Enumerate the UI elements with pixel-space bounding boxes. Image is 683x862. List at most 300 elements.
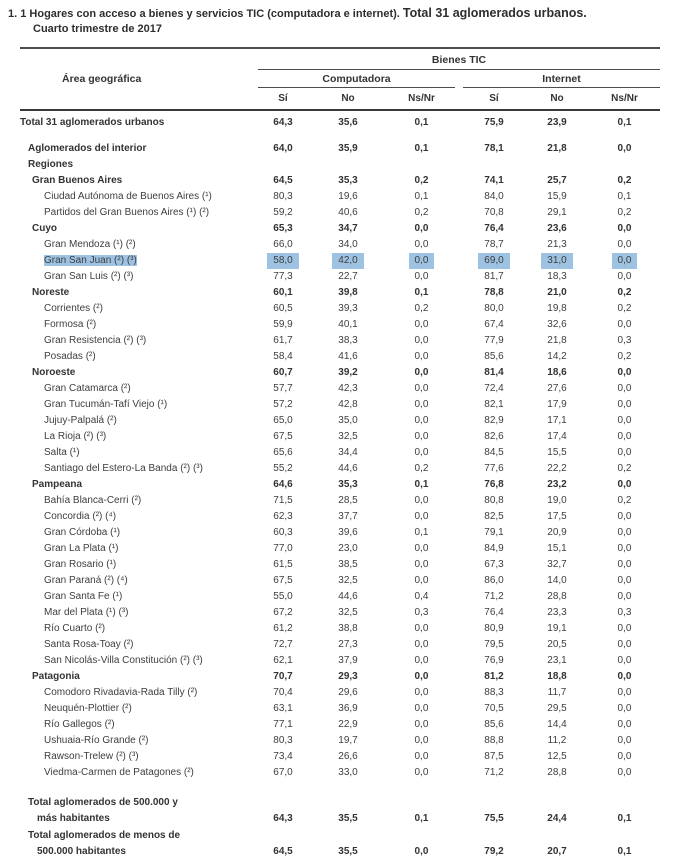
cell-value: 0,3: [617, 607, 632, 618]
cell-value: 0,0: [414, 687, 429, 698]
cell-value: 29,5: [547, 703, 567, 714]
cell-value: 0,0: [617, 319, 632, 330]
table-row: [20, 349, 660, 365]
cell-value: 70,4: [273, 687, 293, 698]
cell-value: 0,0: [414, 703, 429, 714]
row-label: Formosa (²): [44, 319, 97, 330]
cell-value: 17,4: [547, 431, 567, 442]
cell-value: 78,8: [484, 287, 504, 298]
column-header-area-geografica: Área geográfica: [62, 73, 142, 85]
cell-value: 70,5: [484, 703, 504, 714]
cell-value: 78,7: [484, 239, 504, 250]
cell-value: 42,8: [338, 399, 358, 410]
column-gap: [455, 637, 463, 653]
cell-value: 64,3: [273, 813, 293, 824]
cell-value: 18,6: [547, 367, 567, 378]
cell-value: 82,5: [484, 511, 504, 522]
cell-value: 33,0: [338, 767, 358, 778]
cell-value: 73,4: [273, 751, 293, 762]
cell-value: 0,0: [414, 735, 429, 746]
cell-value: 67,0: [273, 767, 293, 778]
statistics-table: [20, 47, 660, 862]
row-label: Corrientes (²): [44, 303, 103, 314]
cell-value: 70,7: [273, 671, 293, 682]
cell-value: 42,3: [338, 383, 358, 394]
row-label: Gran Rosario (¹): [44, 559, 117, 570]
selection-highlight: 58,0: [267, 253, 298, 269]
cell-value: 14,2: [547, 351, 567, 362]
cell-value: 60,1: [273, 287, 293, 298]
cell-value: 0,0: [414, 767, 429, 778]
row-label: Neuquén-Plottier (²): [44, 703, 132, 714]
row-label: Santa Rosa-Toay (²): [44, 639, 134, 650]
cell-value: 38,3: [338, 335, 358, 346]
cell-value: 37,9: [338, 655, 358, 666]
column-gap: [455, 173, 463, 189]
cell-value: [589, 253, 660, 269]
cell-value: 27,6: [547, 383, 567, 394]
column-gap: [455, 115, 463, 131]
cell-value: 77,6: [484, 463, 504, 474]
group-computadora: [258, 70, 455, 88]
row-label: Noroeste: [32, 367, 76, 378]
cell-value: 67,4: [484, 319, 504, 330]
row-label: Partidos del Gran Buenos Aires (¹) (²): [44, 207, 210, 218]
cell-value: 15,9: [547, 191, 567, 202]
group-internet: [463, 70, 660, 88]
cell-value: 0,1: [414, 143, 429, 154]
cell-value: 88,8: [484, 735, 504, 746]
table-row: [20, 173, 660, 189]
col-header-computadora-no: No: [341, 93, 355, 104]
cell-value: [463, 157, 525, 173]
table-row: [20, 557, 660, 573]
column-gap: [455, 189, 463, 205]
cell-value: 0,0: [414, 575, 429, 586]
cell-value: 14,0: [547, 575, 567, 586]
table-title: [8, 6, 678, 37]
cell-value: 0,0: [617, 431, 632, 442]
cell-value: 62,1: [273, 655, 293, 666]
table-row: [20, 285, 660, 301]
cell-value: 25,7: [547, 175, 567, 186]
row-label: Mar del Plata (¹) (³): [44, 607, 129, 618]
column-gap: [455, 365, 463, 381]
cell-value: 55,0: [273, 591, 293, 602]
cell-value: 27,3: [338, 639, 358, 650]
cell-value: 12,5: [547, 751, 567, 762]
column-gap: [455, 269, 463, 285]
column-gap: [455, 749, 463, 765]
column-gap: [455, 461, 463, 477]
table-row: [20, 685, 660, 701]
cell-value: 77,0: [273, 543, 293, 554]
cell-value: 44,6: [338, 463, 358, 474]
cell-value: 62,3: [273, 511, 293, 522]
cell-value: 0,0: [414, 511, 429, 522]
cell-value: 40,1: [338, 319, 358, 330]
cell-value: 0,0: [414, 415, 429, 426]
cell-value: 67,5: [273, 575, 293, 586]
cell-value: 23,0: [338, 543, 358, 554]
row-label: Cuyo: [32, 223, 57, 234]
cell-value: 64,3: [273, 117, 293, 128]
cell-value: 39,3: [338, 303, 358, 314]
cell-value: 39,8: [338, 287, 358, 298]
cell-value: 0,1: [414, 287, 429, 298]
cell-value: 74,1: [484, 175, 504, 186]
cell-value: 0,0: [617, 511, 632, 522]
column-gap: [455, 429, 463, 445]
row-label: Rawson-Trelew (²) (³): [44, 751, 139, 762]
cell-value: 34,4: [338, 447, 358, 458]
cell-value: 82,9: [484, 415, 504, 426]
cell-value: 0,2: [617, 287, 632, 298]
cell-value: 0,0: [617, 383, 632, 394]
cell-value: 72,7: [273, 639, 293, 650]
cell-value: 80,9: [484, 623, 504, 634]
cell-value: 17,9: [547, 399, 567, 410]
cell-value: 0,0: [414, 671, 429, 682]
cell-value: 78,1: [484, 143, 504, 154]
table-row: [20, 827, 660, 860]
cell-value: 66,0: [273, 239, 293, 250]
cell-value: 0,0: [617, 399, 632, 410]
cell-value: 0,0: [617, 639, 632, 650]
cell-value: 81,4: [484, 367, 504, 378]
group-header-bienes-tic: Bienes TIC: [258, 49, 660, 70]
column-gap: [455, 141, 463, 157]
cell-value: 0,0: [617, 367, 632, 378]
cell-value: 57,7: [273, 383, 293, 394]
cell-value: 0,0: [617, 527, 632, 538]
cell-value: 32,6: [547, 319, 567, 330]
cell-value: 0,0: [617, 543, 632, 554]
cell-value: 0,1: [414, 479, 429, 490]
cell-value: 18,8: [547, 671, 567, 682]
column-gap: [455, 685, 463, 701]
cell-value: 77,1: [273, 719, 293, 730]
cell-value: 19,0: [547, 495, 567, 506]
cell-value: [525, 157, 589, 173]
cell-value: 79,1: [484, 527, 504, 538]
cell-value: 15,1: [547, 543, 567, 554]
cell-value: 79,5: [484, 639, 504, 650]
table-row: [20, 525, 660, 541]
cell-value: 32,5: [338, 575, 358, 586]
table-row: [20, 589, 660, 605]
table-row: [20, 115, 660, 131]
cell-value: 22,2: [547, 463, 567, 474]
cell-value: 21,3: [547, 239, 567, 250]
cell-value: 0,0: [617, 479, 632, 490]
cell-value: 37,7: [338, 511, 358, 522]
cell-value: 19,1: [547, 623, 567, 634]
cell-value: 21,8: [547, 335, 567, 346]
table-row: [20, 653, 660, 669]
col-header-internet-si: Sí: [489, 93, 499, 104]
cell-value: 26,6: [338, 751, 358, 762]
rule-under-internet: [463, 87, 660, 88]
cell-value: 29,6: [338, 687, 358, 698]
column-gap: [455, 605, 463, 621]
table-row: [20, 794, 660, 827]
column-gap: [455, 445, 463, 461]
cell-value: 32,5: [338, 607, 358, 618]
row-label: [20, 253, 258, 269]
cell-value: 76,4: [484, 223, 504, 234]
selection-highlight: 69,0: [478, 253, 509, 269]
row-label: Posadas (²): [44, 351, 96, 362]
cell-value: 0,0: [617, 271, 632, 282]
table-row: [20, 157, 660, 173]
table-row: [20, 541, 660, 557]
cell-value: 79,2: [484, 846, 504, 857]
row-label: Total aglomerados de 500.000 y más habitantes: [28, 797, 178, 824]
row-label: Gran Tucumán-Tafí Viejo (¹): [44, 399, 168, 410]
table-row: [20, 461, 660, 477]
cell-value: 65,3: [273, 223, 293, 234]
cell-value: 0,1: [617, 191, 632, 202]
cell-value: 0,0: [414, 846, 429, 857]
cell-value: 34,0: [338, 239, 358, 250]
cell-value: 88,3: [484, 687, 504, 698]
table-row: [20, 317, 660, 333]
column-gap: [455, 669, 463, 685]
cell-value: 22,7: [338, 271, 358, 282]
cell-value: 0,2: [617, 351, 632, 362]
cell-value: 11,7: [547, 687, 567, 698]
table-row: [20, 493, 660, 509]
cell-value: 70,8: [484, 207, 504, 218]
cell-value: 0,0: [617, 767, 632, 778]
cell-value: [388, 253, 455, 269]
table-row: [20, 237, 660, 253]
cell-value: 0,0: [414, 559, 429, 570]
selection-highlight: 42,0: [332, 253, 363, 269]
column-gap: [455, 701, 463, 717]
cell-value: 60,3: [273, 527, 293, 538]
row-label: Gran Paraná (²) (⁴): [44, 575, 128, 586]
table-row: [20, 717, 660, 733]
column-gap: [455, 381, 463, 397]
cell-value: 28,5: [338, 495, 358, 506]
cell-value: 21,8: [547, 143, 567, 154]
column-gap: [455, 653, 463, 669]
column-gap: [455, 509, 463, 525]
cell-value: 20,5: [547, 639, 567, 650]
table-row: [20, 253, 660, 269]
row-label: Regiones: [28, 159, 74, 170]
column-gap: [455, 157, 463, 173]
cell-value: 0,2: [414, 303, 429, 314]
row-label: Patagonia: [32, 671, 80, 682]
cell-value: 21,0: [547, 287, 567, 298]
cell-value: 0,0: [414, 239, 429, 250]
cell-value: [258, 157, 308, 173]
column-gap: [455, 765, 463, 781]
column-gap: [455, 493, 463, 509]
row-label: Noreste: [32, 287, 70, 298]
cell-value: 58,4: [273, 351, 293, 362]
cell-value: 23,1: [547, 655, 567, 666]
cell-value: 0,0: [414, 495, 429, 506]
cell-value: 75,9: [484, 117, 504, 128]
table-body: [20, 111, 660, 860]
cell-value: 0,0: [617, 575, 632, 586]
cell-value: 82,1: [484, 399, 504, 410]
title-text: 1. 1 Hogares con acceso a bienes y servicios TIC (computadora e internet).: [8, 8, 400, 20]
cell-value: 81,7: [484, 271, 504, 282]
cell-value: 0,0: [617, 655, 632, 666]
row-label: Gran La Plata (¹): [44, 543, 119, 554]
cell-value: 0,0: [617, 415, 632, 426]
cell-value: [388, 157, 455, 173]
cell-value: 84,9: [484, 543, 504, 554]
column-gap: [455, 477, 463, 493]
selection-highlight: 31,0: [541, 253, 572, 269]
cell-value: 17,5: [547, 511, 567, 522]
cell-value: 0,0: [617, 719, 632, 730]
cell-value: 76,8: [484, 479, 504, 490]
cell-value: 0,2: [414, 207, 429, 218]
col-header-computadora-nsnr: Ns/Nr: [408, 93, 435, 104]
cell-value: 61,2: [273, 623, 293, 634]
cell-value: 0,0: [617, 735, 632, 746]
cell-value: 0,1: [414, 117, 429, 128]
column-headers: [258, 88, 660, 109]
cell-value: 35,9: [338, 143, 358, 154]
cell-value: 80,3: [273, 735, 293, 746]
cell-value: 0,0: [414, 655, 429, 666]
cell-value: 55,2: [273, 463, 293, 474]
column-gap: [455, 205, 463, 221]
cell-value: 0,1: [414, 527, 429, 538]
cell-value: 0,0: [617, 703, 632, 714]
cell-value: 65,0: [273, 415, 293, 426]
table-row: [20, 205, 660, 221]
cell-value: 0,0: [414, 383, 429, 394]
cell-value: [308, 157, 388, 173]
cell-value: 86,0: [484, 575, 504, 586]
cell-value: 15,5: [547, 447, 567, 458]
cell-value: 76,4: [484, 607, 504, 618]
cell-value: 34,7: [338, 223, 358, 234]
cell-value: 0,0: [617, 447, 632, 458]
cell-value: [589, 157, 660, 173]
cell-value: 65,6: [273, 447, 293, 458]
cell-value: 0,0: [617, 751, 632, 762]
table-row: [20, 733, 660, 749]
cell-value: 67,2: [273, 607, 293, 618]
cell-value: 23,2: [547, 479, 567, 490]
cell-value: 84,0: [484, 191, 504, 202]
column-gap: [455, 525, 463, 541]
cell-value: 0,1: [617, 813, 632, 824]
cell-value: 61,5: [273, 559, 293, 570]
cell-value: 0,0: [617, 559, 632, 570]
row-label: Santiago del Estero-La Banda (²) (³): [44, 463, 203, 474]
row-label: Bahía Blanca-Cerri (²): [44, 495, 142, 506]
cell-value: 19,8: [547, 303, 567, 314]
col-header-internet-nsnr: Ns/Nr: [611, 93, 638, 104]
column-gap: [455, 541, 463, 557]
cell-value: 39,2: [338, 367, 358, 378]
table-row: [20, 765, 660, 781]
cell-value: 77,3: [273, 271, 293, 282]
cell-value: 80,0: [484, 303, 504, 314]
cell-value: 0,2: [414, 463, 429, 474]
table-row: [20, 141, 660, 157]
table-row: [20, 477, 660, 493]
table-row: [20, 701, 660, 717]
column-gap: [455, 621, 463, 637]
column-gap: [455, 317, 463, 333]
cell-value: 0,0: [414, 319, 429, 330]
cell-value: 23,6: [547, 223, 567, 234]
cell-value: 0,2: [617, 303, 632, 314]
cell-value: 0,0: [414, 399, 429, 410]
cell-value: 38,8: [338, 623, 358, 634]
cell-value: 67,5: [273, 431, 293, 442]
cell-value: 85,6: [484, 719, 504, 730]
table-row: [20, 445, 660, 461]
cell-value: 60,5: [273, 303, 293, 314]
column-gap: [455, 589, 463, 605]
column-gap: [455, 253, 463, 269]
cell-value: 0,2: [617, 463, 632, 474]
cell-value: 0,0: [414, 639, 429, 650]
table-row: [20, 301, 660, 317]
cell-value: [258, 253, 308, 269]
cell-value: 11,2: [547, 735, 567, 746]
cell-value: 17,1: [547, 415, 567, 426]
table-row: [20, 381, 660, 397]
cell-value: 35,5: [338, 846, 358, 857]
column-gap: [455, 285, 463, 301]
cell-value: 0,1: [617, 117, 632, 128]
cell-value: 28,8: [547, 767, 567, 778]
row-label: Total aglomerados de menos de 500.000 habitantes: [28, 830, 181, 857]
row-label: San Nicolás-Villa Constitución (²) (³): [44, 655, 203, 666]
row-label: Gran Buenos Aires: [32, 175, 123, 186]
table-row: [20, 365, 660, 381]
column-gap: [455, 349, 463, 365]
column-gap: [455, 333, 463, 349]
column-gap: [455, 413, 463, 429]
cell-value: 81,2: [484, 671, 504, 682]
row-label: Salta (¹): [44, 447, 80, 458]
table-row: [20, 621, 660, 637]
cell-value: 72,4: [484, 383, 504, 394]
row-label: Jujuy-Palpalá (²): [44, 415, 117, 426]
row-label: La Rioja (²) (³): [44, 431, 107, 442]
cell-value: 0,1: [414, 191, 429, 202]
row-label: Aglomerados del interior: [28, 143, 147, 154]
table-row: [20, 413, 660, 429]
table-row: [20, 669, 660, 685]
cell-value: 64,0: [273, 143, 293, 154]
table-row: [20, 333, 660, 349]
table-row: [20, 573, 660, 589]
column-gap: [455, 557, 463, 573]
cell-value: 59,9: [273, 319, 293, 330]
cell-value: 64,5: [273, 175, 293, 186]
cell-value: 71,5: [273, 495, 293, 506]
cell-value: 0,0: [617, 223, 632, 234]
cell-value: 39,6: [338, 527, 358, 538]
selection-highlight: 0,0: [612, 253, 638, 269]
